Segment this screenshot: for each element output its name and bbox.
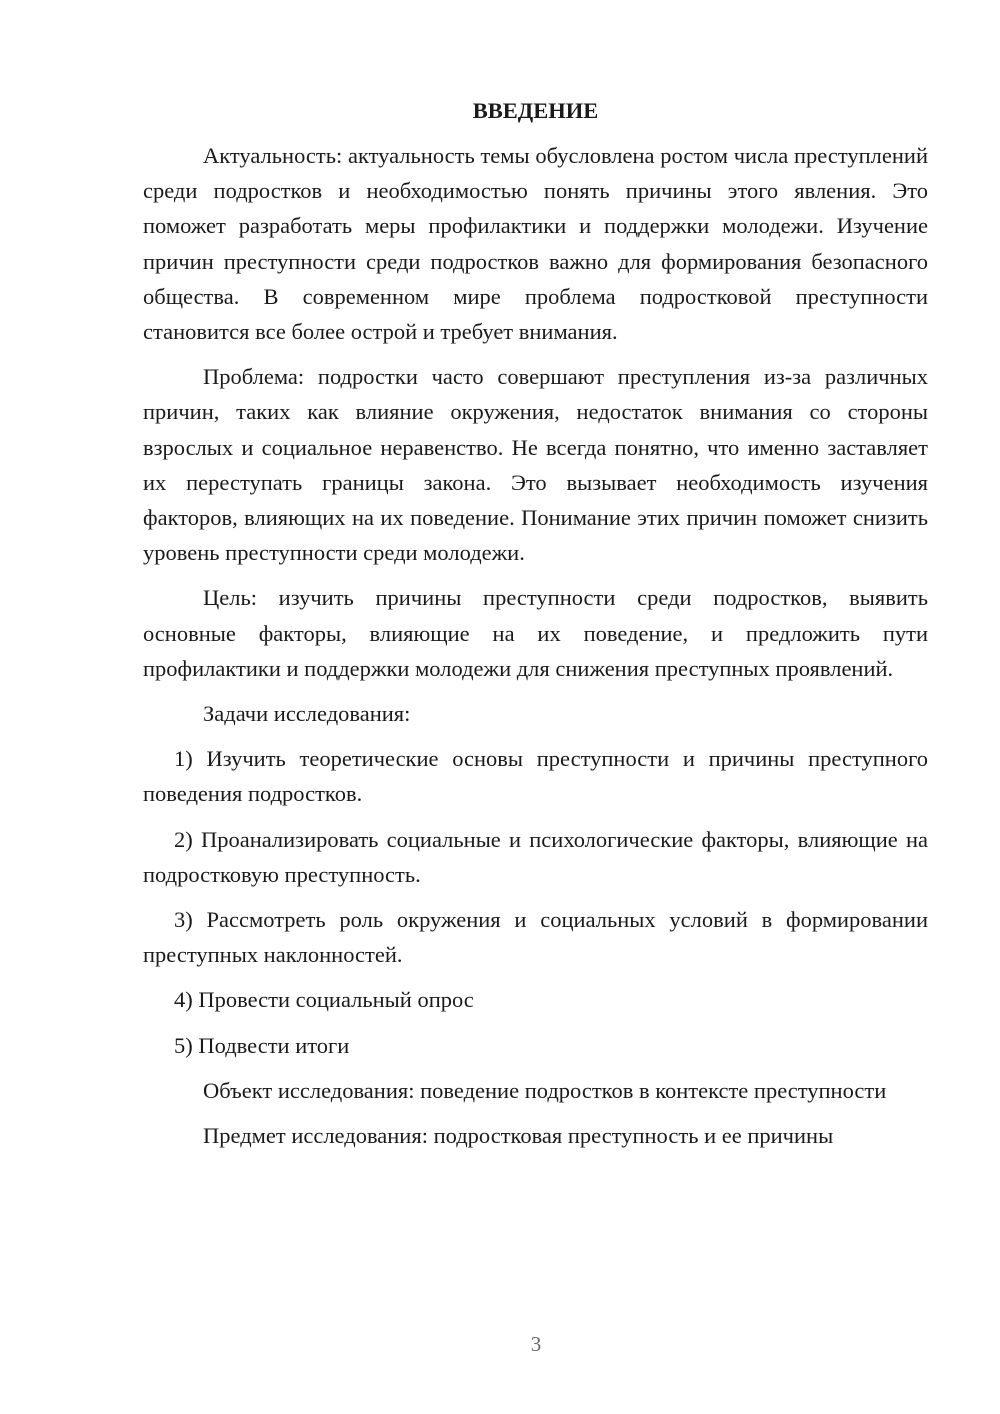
task-item-1: 1) Изучить теоретические основы преступности и причины преступного поведения подростков.: [143, 746, 928, 807]
paragraph-problem: Проблема: подростки часто совершают преступления из-за различных причин, таких как влияние окружения, недостаток внимания со стороны взрослых и социальное неравенство. Не всегда понятно, что именно заставляет их переступать границы закона. Это вызывает необходимость изучения факторов, влияющих на их поведение. Понимание этих причин поможет снизить уровень преступности среди молодежи.: [143, 364, 928, 566]
task-item-5: 5) Подвести итоги: [174, 1032, 350, 1058]
paragraph-tasks-heading: Задачи исследования:: [203, 701, 411, 727]
task-item-4: 4) Провести социальный опрос: [174, 987, 474, 1013]
task-item-3: 3) Рассмотреть роль окружения и социальных условий в формировании преступных наклонностей.: [143, 907, 928, 968]
task-item-2: 2) Проанализировать социальные и психологические факторы, влияющие на подростковую преступность.: [143, 826, 928, 887]
paragraph-research-object: Объект исследования: поведение подростков в контексте преступности: [203, 1077, 887, 1103]
page-number: 3: [530, 1332, 542, 1356]
paragraph-goal: Цель: изучить причины преступности среди подростков, выявить основные факторы, влияющие на их поведение, и предложить пути профилактики и поддержки молодежи для снижения преступных проявлений.: [143, 585, 928, 681]
paragraph-research-subject: Предмет исследования: подростковая преступность и ее причины: [203, 1123, 834, 1149]
page-content: [143, 93, 928, 1163]
section-title: ВВЕДЕНИЕ: [472, 98, 599, 123]
paragraph-relevance: Актуальность: актуальность темы обусловлена ростом числа преступлений среди подростков и необходимостью понять причины этого явления. Это поможет разработать меры профилактики и поддержки молодежи. Изучение причин преступности среди подростков важно для формирования безопасного общества. В современном мире проблема подростковой преступности становится все более острой и требует внимания.: [143, 143, 928, 345]
